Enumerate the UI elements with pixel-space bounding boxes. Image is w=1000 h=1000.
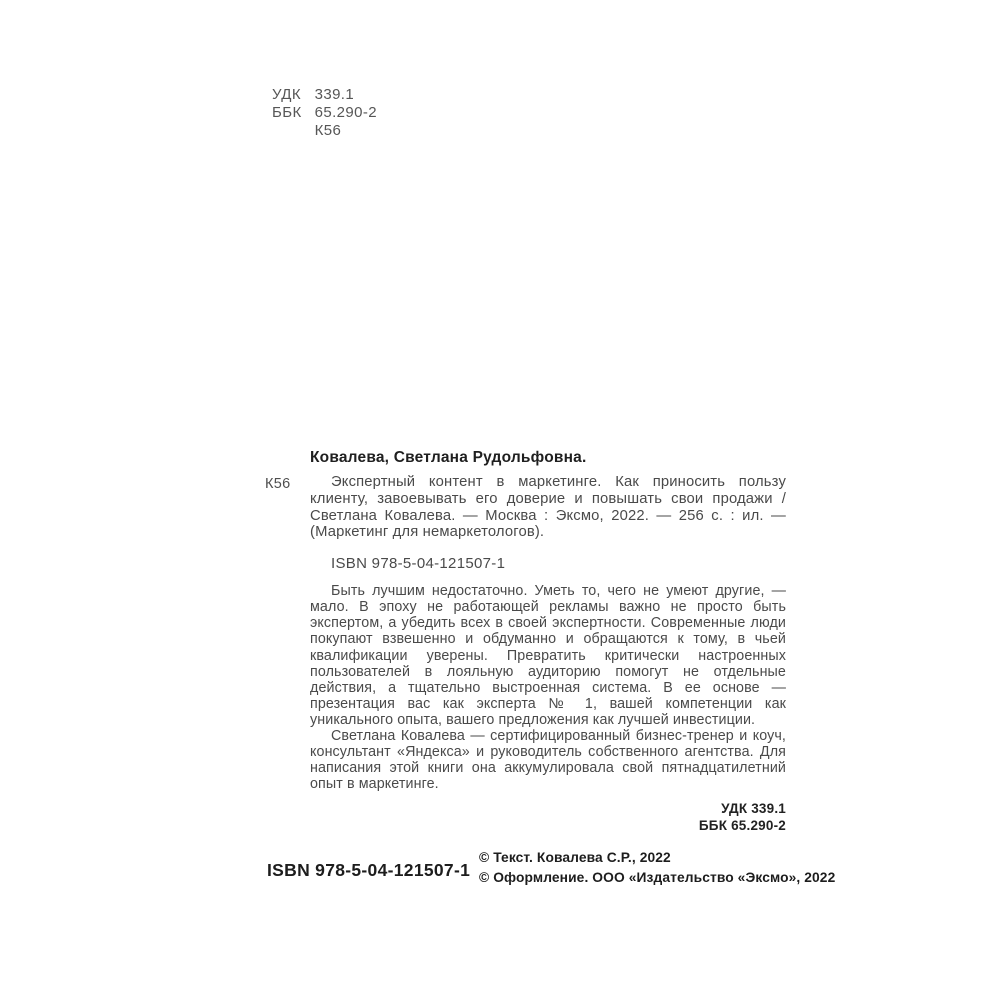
annotation-paragraph-2: Светлана Ковалева — сертифицированный бизнес-тренер и коуч, консультант «Яндекса» и руководитель собственного агентства. Для написания этой книги она аккумулировала свой пятнадцатилетний опыт в маркетинге. (310, 728, 786, 793)
entry-code: К56 (265, 476, 291, 492)
author-sign-row (272, 122, 377, 140)
bottom-classification-codes (310, 801, 786, 834)
copyright-text-line: © Текст. Ковалева С.Р., 2022 (479, 850, 671, 865)
footer-isbn: ISBN 978-5-04-121507-1 (267, 860, 471, 880)
author-heading: Ковалева, Светлана Рудольфовна. (310, 449, 587, 466)
bbk-label: ББК (272, 104, 302, 121)
udk-row (272, 86, 377, 104)
author-sign-value: К56 (314, 122, 342, 139)
bibliographic-record: Экспертный контент в маркетинге. Как приносить пользу клиенту, завоевывать его доверие и повышать свои продажи / Светлана Ковалева. — Москва : Эксмо, 2022. — 256 с. : ил. — (Маркетинг для немаркетологов). (310, 474, 786, 541)
copyright-design-line: © Оформление. ООО «Издательство «Эксмо», 2022 (479, 869, 836, 885)
cataloging-block (265, 449, 786, 834)
bbk-value: 65.290-2 (314, 104, 377, 121)
footer-copyright-block (479, 848, 835, 887)
bottom-bbk: ББК 65.290-2 (698, 817, 786, 833)
udk-label: УДК (272, 86, 301, 103)
isbn-line: ISBN 978-5-04-121507-1 (331, 555, 506, 573)
bottom-udk: УДК 339.1 (721, 801, 786, 817)
top-classification-codes (272, 86, 377, 140)
bibliographic-record-wrap (265, 474, 786, 541)
udk-value: 339.1 (314, 86, 355, 103)
bbk-row (272, 104, 377, 122)
annotation-paragraph-1: Быть лучшим недостаточно. Уметь то, чего не умеют другие, — мало. В эпоху не работающей рекламы важно не просто быть экспертом, а убедить всех в своей экспертности. Современные люди покупают взвешенно и обдуманно и обращаются к тому, в чьей квалификации уверены. Превратить критически настроенных пользователей в лояльную аудиторию помогут не отдельные действия, а тщательно выстроенная система. В ее основе — презентация вас как эксперта № 1, вашей компетенции как уникального опыта, вашего предложения как лучшей инвестиции. (310, 583, 786, 728)
